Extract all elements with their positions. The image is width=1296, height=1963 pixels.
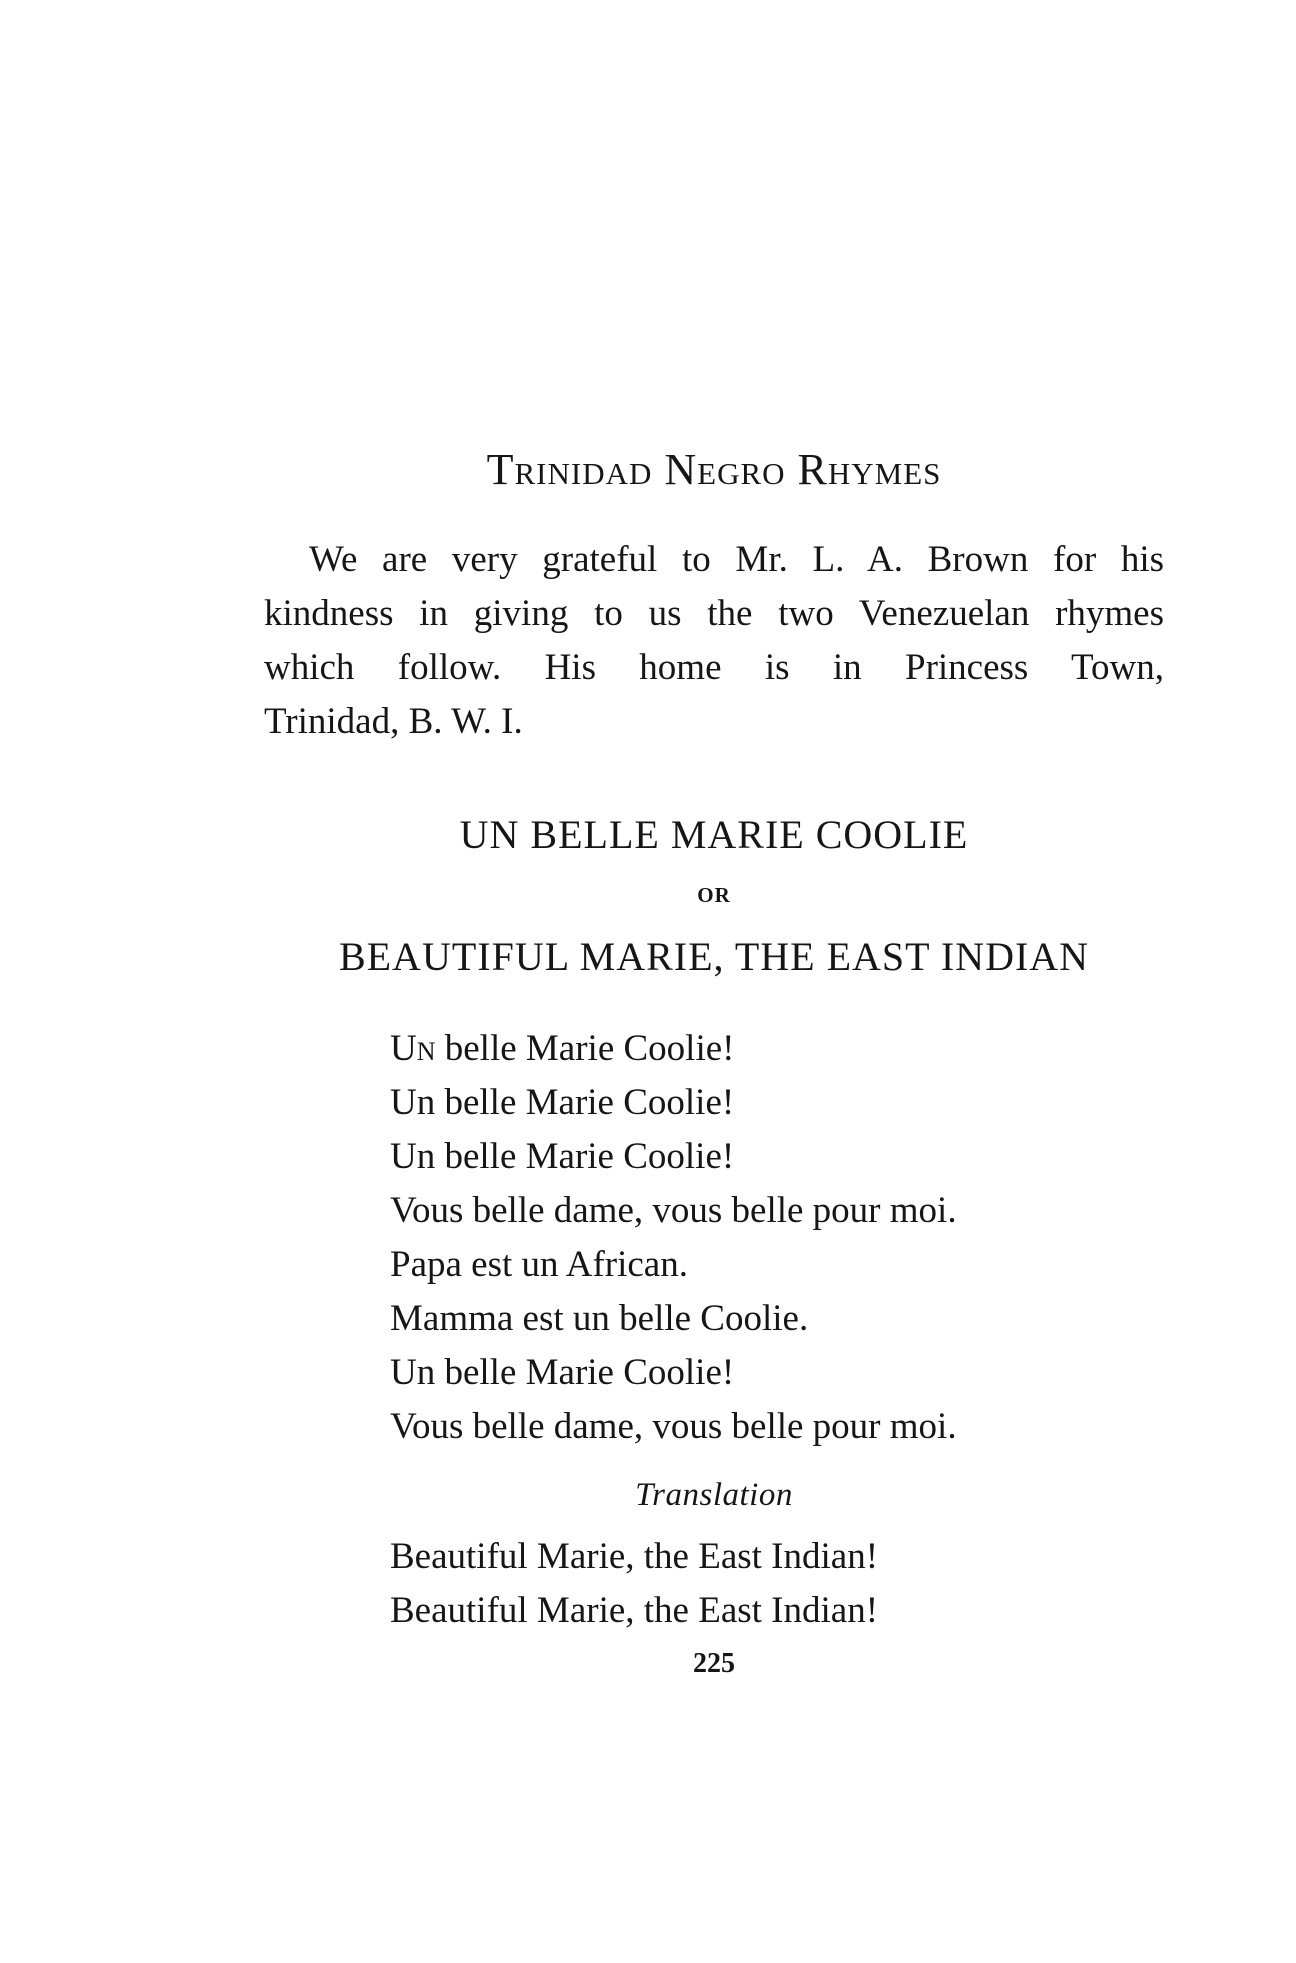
verse-first-word: Un <box>390 1028 436 1069</box>
verse-line: Un belle Marie Coolie! <box>390 1136 735 1177</box>
poem-verse <box>390 1022 1150 1454</box>
verse-line: Mamma est un belle Coolie. <box>390 1298 809 1339</box>
poem-alt-title: BEAUTIFUL MARIE, THE EAST INDIAN <box>338 934 1090 979</box>
verse-line: Un belle Marie Coolie! <box>390 1082 735 1123</box>
page-number: 225 <box>693 1648 735 1679</box>
translation-verse <box>390 1530 1150 1638</box>
verse-line: Un belle Marie Coolie! <box>390 1352 735 1393</box>
translation-line: Beautiful Marie, the East Indian! <box>390 1536 879 1577</box>
intro-line: which follow. His home is in Princess Town, <box>264 647 1164 688</box>
intro-line: Trinidad, B. W. I. <box>264 701 523 742</box>
translation-heading: Translation <box>635 1477 793 1513</box>
verse-first-line-rest: belle Marie Coolie! <box>435 1028 735 1069</box>
intro-line: We are very grateful to Mr. L. A. Brown for his <box>309 539 1164 580</box>
intro-paragraph <box>264 533 1164 749</box>
verse-line: Papa est un African. <box>390 1244 688 1285</box>
verse-line-first <box>390 1022 1150 1076</box>
verse-line: Vous belle dame, vous belle pour moi. <box>390 1406 957 1447</box>
translation-line: Beautiful Marie, the East Indian! <box>390 1590 879 1631</box>
verse-line: Vous belle dame, vous belle pour moi. <box>390 1190 957 1231</box>
poem-title: UN BELLE MARIE COOLIE <box>459 812 969 857</box>
poem-title-or: OR <box>697 883 731 907</box>
intro-line: kindness in giving to us the two Venezuelan rhymes <box>264 593 1164 634</box>
section-title: Trinidad Negro Rhymes <box>486 445 942 494</box>
